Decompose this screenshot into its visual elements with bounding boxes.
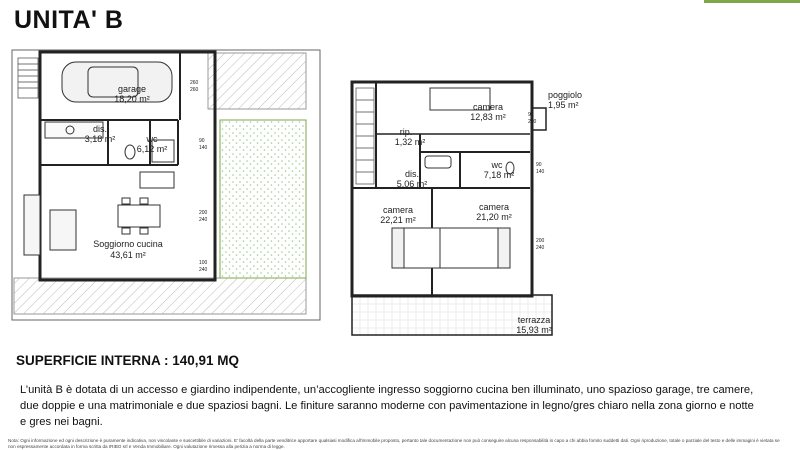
opening-label: 240 <box>536 245 545 251</box>
dining-table <box>118 198 160 234</box>
room-dis-name: dis. <box>404 169 420 179</box>
room-camera-name: camera <box>478 202 510 212</box>
bed-double <box>440 228 510 268</box>
opening-label: 100 <box>199 260 208 266</box>
disclaimer-note: Nota: Ogni informazione ed ogni descrizione è puramente indicativa, non vincolante e suscettibile di variazioni. E' facoltà della parte venditrice apportare qualsiasi modifica all'immobile proposto, pertanto tale documentazione non può conseguire alcuna responsabilità in capo a chi abbia fornito suddetti dati. Ogni riproduzione, totale o parziale del testo e delle immagini è vietata se non espressamente accordata in forma scritta da IRIBO srl e Venda Immobiliare. Ogni valutazione rimessa alla perizia a norma di legge. <box>8 438 780 449</box>
room-camera-name: camera <box>472 102 504 112</box>
floor-plans <box>0 40 800 350</box>
room-dis-name: dis. <box>92 124 108 134</box>
room-soggiorno-name: Soggiorno cucina <box>93 239 163 249</box>
opening-label: 240 <box>528 119 537 125</box>
stairs <box>356 88 374 184</box>
accent-bar <box>704 0 800 3</box>
opening-label: 90 <box>528 112 534 118</box>
room-camera-name: camera <box>382 205 414 215</box>
room-wc-name: wc <box>146 134 158 144</box>
paved-area-top <box>208 53 306 109</box>
stairs <box>18 58 38 98</box>
ground-floor-plan <box>12 50 320 320</box>
room-camera-area: 22,21 m² <box>380 215 416 225</box>
room-terrazza-name: terrazza <box>517 315 551 325</box>
room-dis-area: 5,06 m² <box>396 179 428 189</box>
internal-area-heading: SUPERFICIE INTERNA : 140,91 MQ <box>16 353 240 368</box>
room-wc-name: wc <box>491 160 503 170</box>
room-terrazza-area: 15,93 m² <box>516 325 552 335</box>
room-dis-area: 3,18 m² <box>84 134 116 144</box>
bathtub <box>425 156 451 168</box>
room-rip-name: rip. <box>399 127 413 137</box>
unit-description: L’unità B è dotata di un accesso e giardino indipendente, un’accogliente ingresso soggiorno cucina ben illuminato, uno spazioso garage, tre camere, due doppie e una matrimoniale e due spaziosi bagni. Le finiture saranno moderne con pavimentazione in legno/gres chiaro nella zona giorno e notte e gres nei bagni. <box>20 384 754 428</box>
opening-label: 200 <box>536 238 545 244</box>
opening-label: 200 <box>199 210 208 216</box>
opening-label: 240 <box>199 217 208 223</box>
opening-label: 240 <box>199 267 208 273</box>
opening-label: 260 <box>190 87 199 93</box>
page-title: UNITA' B <box>14 6 124 34</box>
room-camera-area: 12,83 m² <box>470 112 506 122</box>
first-floor-plan <box>352 82 582 335</box>
kitchen-island <box>140 172 174 188</box>
sofa <box>24 195 76 255</box>
room-rip-area: 1,32 m² <box>394 137 426 147</box>
opening-label: 90 <box>199 138 205 144</box>
paved-area-bottom <box>14 278 306 314</box>
garden <box>220 120 306 278</box>
room-poggiolo-area: 1,95 m² <box>548 100 579 110</box>
room-wc-area: 6,12 m² <box>136 144 168 154</box>
room-soggiorno-area: 43,61 m² <box>110 250 146 260</box>
room-wc-area: 7,18 m² <box>483 170 515 180</box>
room-camera-area: 21,20 m² <box>476 212 512 222</box>
room-garage-name: garage <box>117 84 147 94</box>
toilet-icon <box>125 145 135 159</box>
opening-label: 90 <box>536 162 542 168</box>
opening-label: 140 <box>199 145 208 151</box>
opening-label: 140 <box>536 169 545 175</box>
room-garage-area: 18,20 m² <box>114 94 150 104</box>
room-poggiolo-name: poggiolo <box>548 90 583 100</box>
opening-label: 260 <box>190 80 199 86</box>
